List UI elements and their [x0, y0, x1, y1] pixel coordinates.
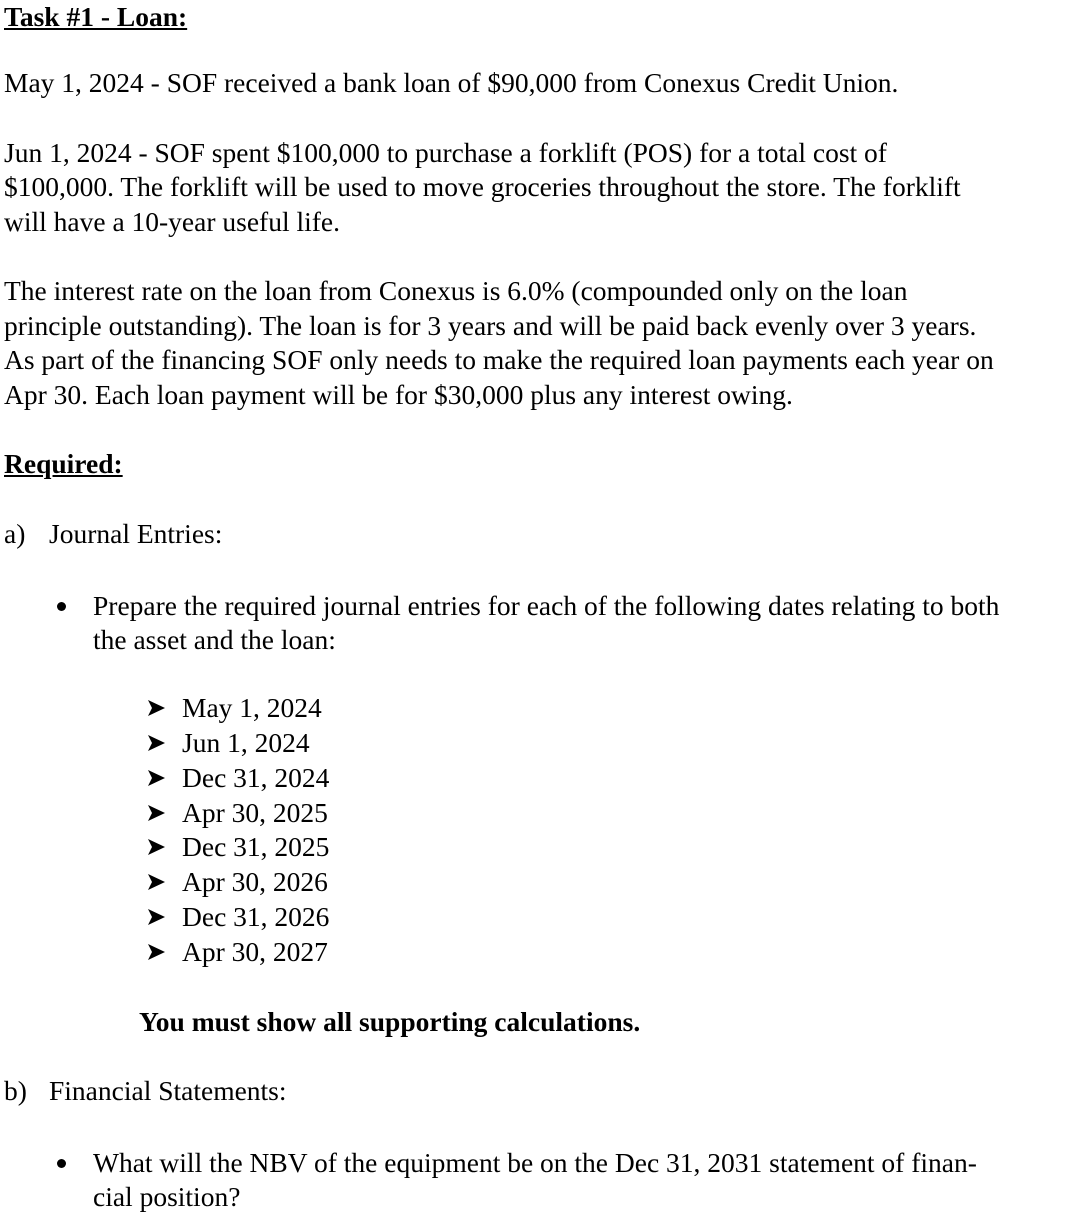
- task-title: Task #1 - Loan:: [4, 1, 188, 32]
- date-item: Apr 30, 2026: [182, 866, 328, 897]
- loan-received-text: May 1, 2024 - SOF received a bank loan of $90,000 from Conexus Credit Union.: [4, 67, 899, 98]
- arrow-bullet-icon: [146, 900, 168, 934]
- part-b-label: b): [4, 1075, 27, 1106]
- date-item: May 1, 2024: [182, 692, 322, 723]
- part-a-bullet-line-1: Prepare the required journal entries for each of the following dates relating to both: [93, 590, 1000, 621]
- bullet-icon: [57, 602, 66, 611]
- part-a-bullet-line-2: the asset and the loan:: [93, 624, 336, 655]
- part-b-bullet-line-1: What will the NBV of the equipment be on the Dec 31, 2031 statement of finan-: [93, 1147, 977, 1178]
- forklift-purchase-line-1: Jun 1, 2024 - SOF spent $100,000 to purchase a forklift (POS) for a total cost of: [4, 137, 887, 168]
- date-item: Dec 31, 2026: [182, 901, 330, 932]
- arrow-bullet-icon: [146, 691, 168, 725]
- interest-terms-line-4: Apr 30. Each loan payment will be for $30,000 plus any interest owing.: [4, 379, 793, 410]
- part-a-title: Journal Entries:: [49, 518, 223, 549]
- part-b-bullet-line-2: cial position?: [93, 1181, 241, 1212]
- calculations-note: You must show all supporting calculations.: [139, 1006, 641, 1037]
- arrow-bullet-icon: [146, 726, 168, 760]
- required-heading: Required:: [4, 448, 123, 479]
- date-item: Apr 30, 2027: [182, 936, 328, 967]
- forklift-purchase-line-3: will have a 10-year useful life.: [4, 206, 340, 237]
- arrow-bullet-icon: [146, 865, 168, 899]
- arrow-bullet-icon: [146, 935, 168, 969]
- date-item: Apr 30, 2025: [182, 797, 328, 828]
- arrow-bullet-icon: [146, 761, 168, 795]
- arrow-bullet-icon: [146, 830, 168, 864]
- forklift-purchase-line-2: $100,000. The forklift will be used to move groceries throughout the store. The forklift: [4, 171, 961, 202]
- interest-terms-line-1: The interest rate on the loan from Conexus is 6.0% (compounded only on the loan: [4, 275, 908, 306]
- part-b-title: Financial Statements:: [49, 1075, 287, 1106]
- arrow-bullet-icon: [146, 796, 168, 830]
- part-a-label: a): [4, 518, 26, 549]
- date-item: Jun 1, 2024: [182, 727, 310, 758]
- interest-terms-line-3: As part of the financing SOF only needs to make the required loan payments each year on: [4, 344, 994, 375]
- interest-terms-line-2: principle outstanding). The loan is for 3 years and will be paid back evenly over 3 years.: [4, 310, 977, 341]
- date-item: Dec 31, 2024: [182, 762, 330, 793]
- bullet-icon: [57, 1159, 66, 1168]
- date-item: Dec 31, 2025: [182, 831, 330, 862]
